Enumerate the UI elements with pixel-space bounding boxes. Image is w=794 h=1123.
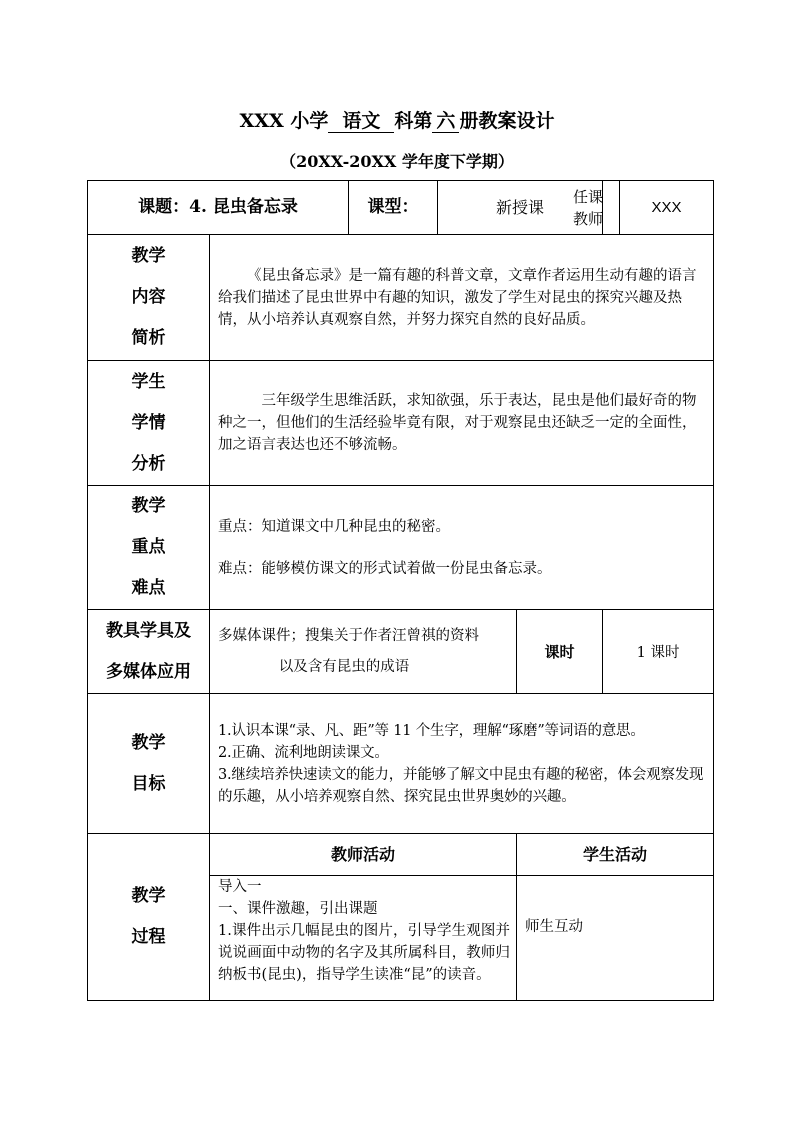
hours-label-cell — [517, 610, 603, 694]
teacher-label-cell — [573, 181, 620, 235]
teacher-line: 1.课件出示几幅昆虫的图片，引导学生观图并说说画面中动物的名字及其所属科目，教师归纳板书(昆虫)，指导学生读准“昆”的读音。 — [218, 923, 511, 983]
hours-value-cell — [603, 610, 714, 694]
process-header-row — [88, 834, 714, 876]
content-intro-label — [88, 235, 210, 361]
teacher-line: 导入一 — [218, 879, 262, 895]
objectives-label — [88, 694, 210, 834]
key-difficulty: 难点：能够模仿课文的形式试着做一份昆虫备忘录。 — [218, 560, 552, 577]
objective-item: 2.正确、流利地朗读课文。 — [218, 744, 389, 761]
teacher-label-1: 任课 — [573, 187, 604, 206]
media-label-1: 教具学具及 — [106, 620, 191, 641]
document-subtitle: （20XX-20XX 学年度下学期） — [280, 152, 514, 171]
type-value: 新授课 — [496, 198, 545, 217]
objectives-label-1: 教学 — [131, 732, 166, 753]
header-row — [88, 181, 714, 235]
key-points-label-2: 重点 — [131, 537, 166, 557]
content-intro-label-2: 内容 — [131, 287, 166, 307]
teacher-label-2: 教师 — [573, 209, 604, 228]
document-title — [0, 106, 794, 133]
topic-cell — [88, 181, 349, 235]
type-label-cell — [349, 181, 438, 235]
objective-item: 3.继续培养快速读文的能力，并能够了解文中昆虫有趣的秘密，体会观察发现的乐趣，从小培养观察自然、探究昆虫世界奥妙的兴趣。 — [218, 766, 704, 805]
process-label-2: 过程 — [131, 927, 166, 947]
teacher-activity-header: 教师活动 — [210, 834, 517, 876]
key-points-text — [210, 486, 714, 610]
media-label — [88, 610, 210, 694]
key-points-label-3: 难点 — [131, 578, 166, 598]
student-activity-text: 师生互动 — [517, 876, 714, 1001]
teacher-value: XXX — [651, 199, 682, 216]
lesson-plan-table — [87, 180, 714, 1001]
title-mid: 科第 — [394, 110, 433, 132]
student-analysis-text: 三年级学生思维活跃，求知欲强，乐于表达，昆虫是他们最好奇的物种之一，但他们的生活经验毕竟有限，对于观察昆虫还缺乏一定的全面性，加之语言表达也还不够流畅。 — [210, 361, 714, 486]
title-prefix: XXX 小学 — [239, 110, 329, 132]
objectives-text — [210, 694, 714, 834]
title-volume: 六 — [432, 110, 459, 133]
objectives-label-2: 目标 — [131, 773, 166, 794]
title-subject: 语文 — [328, 110, 394, 133]
teacher-line: 一、课件激趣，引出课题 — [218, 901, 378, 917]
content-intro-row — [88, 235, 714, 361]
media-label-2: 多媒体应用 — [106, 661, 191, 682]
key-focus: 重点：知道课文中几种昆虫的秘密。 — [218, 518, 450, 535]
teacher-activity-text — [210, 876, 517, 1001]
teacher-value-cell — [620, 181, 714, 235]
content-intro-text: 《昆虫备忘录》是一篇有趣的科普文章，文章作者运用生动有趣的语言给我们描述了昆虫世界中有趣的知识，激发了学生对昆虫的探究兴趣及热情，从小培养认真观察自然，并努力探究自然的良好品质。 — [210, 235, 714, 361]
objective-item: 1.认识本课“录、凡、距”等 11 个生字，理解“琢磨”等词语的意思。 — [218, 722, 645, 739]
key-points-label — [88, 486, 210, 610]
content-intro-label-1: 教学 — [131, 246, 166, 266]
type-label: 课型： — [367, 197, 419, 217]
student-analysis-label-3: 分析 — [131, 453, 166, 474]
student-analysis-label — [88, 361, 210, 486]
student-analysis-label-2: 学情 — [131, 412, 166, 433]
student-activity-header: 学生活动 — [517, 834, 714, 876]
process-label-1: 教学 — [131, 886, 166, 906]
student-analysis-label-1: 学生 — [131, 371, 166, 392]
media-text-2: 以及含有昆虫的成语 — [278, 658, 410, 675]
key-points-row — [88, 486, 714, 610]
media-text — [210, 610, 517, 694]
hours-value: 1 课时 — [636, 645, 680, 661]
key-points-label-1: 教学 — [131, 496, 166, 516]
hours-label: 课时 — [544, 643, 575, 661]
media-row — [88, 610, 714, 694]
title-suffix: 册教案设计 — [459, 110, 555, 132]
content-intro-label-3: 简析 — [131, 328, 166, 348]
student-analysis-row — [88, 361, 714, 486]
topic-label: 课题：4. 昆虫备忘录 — [138, 197, 298, 217]
media-text-1: 多媒体课件；搜集关于作者汪曾祺的资料 — [218, 627, 479, 644]
objectives-row — [88, 694, 714, 834]
process-label — [88, 834, 210, 1001]
